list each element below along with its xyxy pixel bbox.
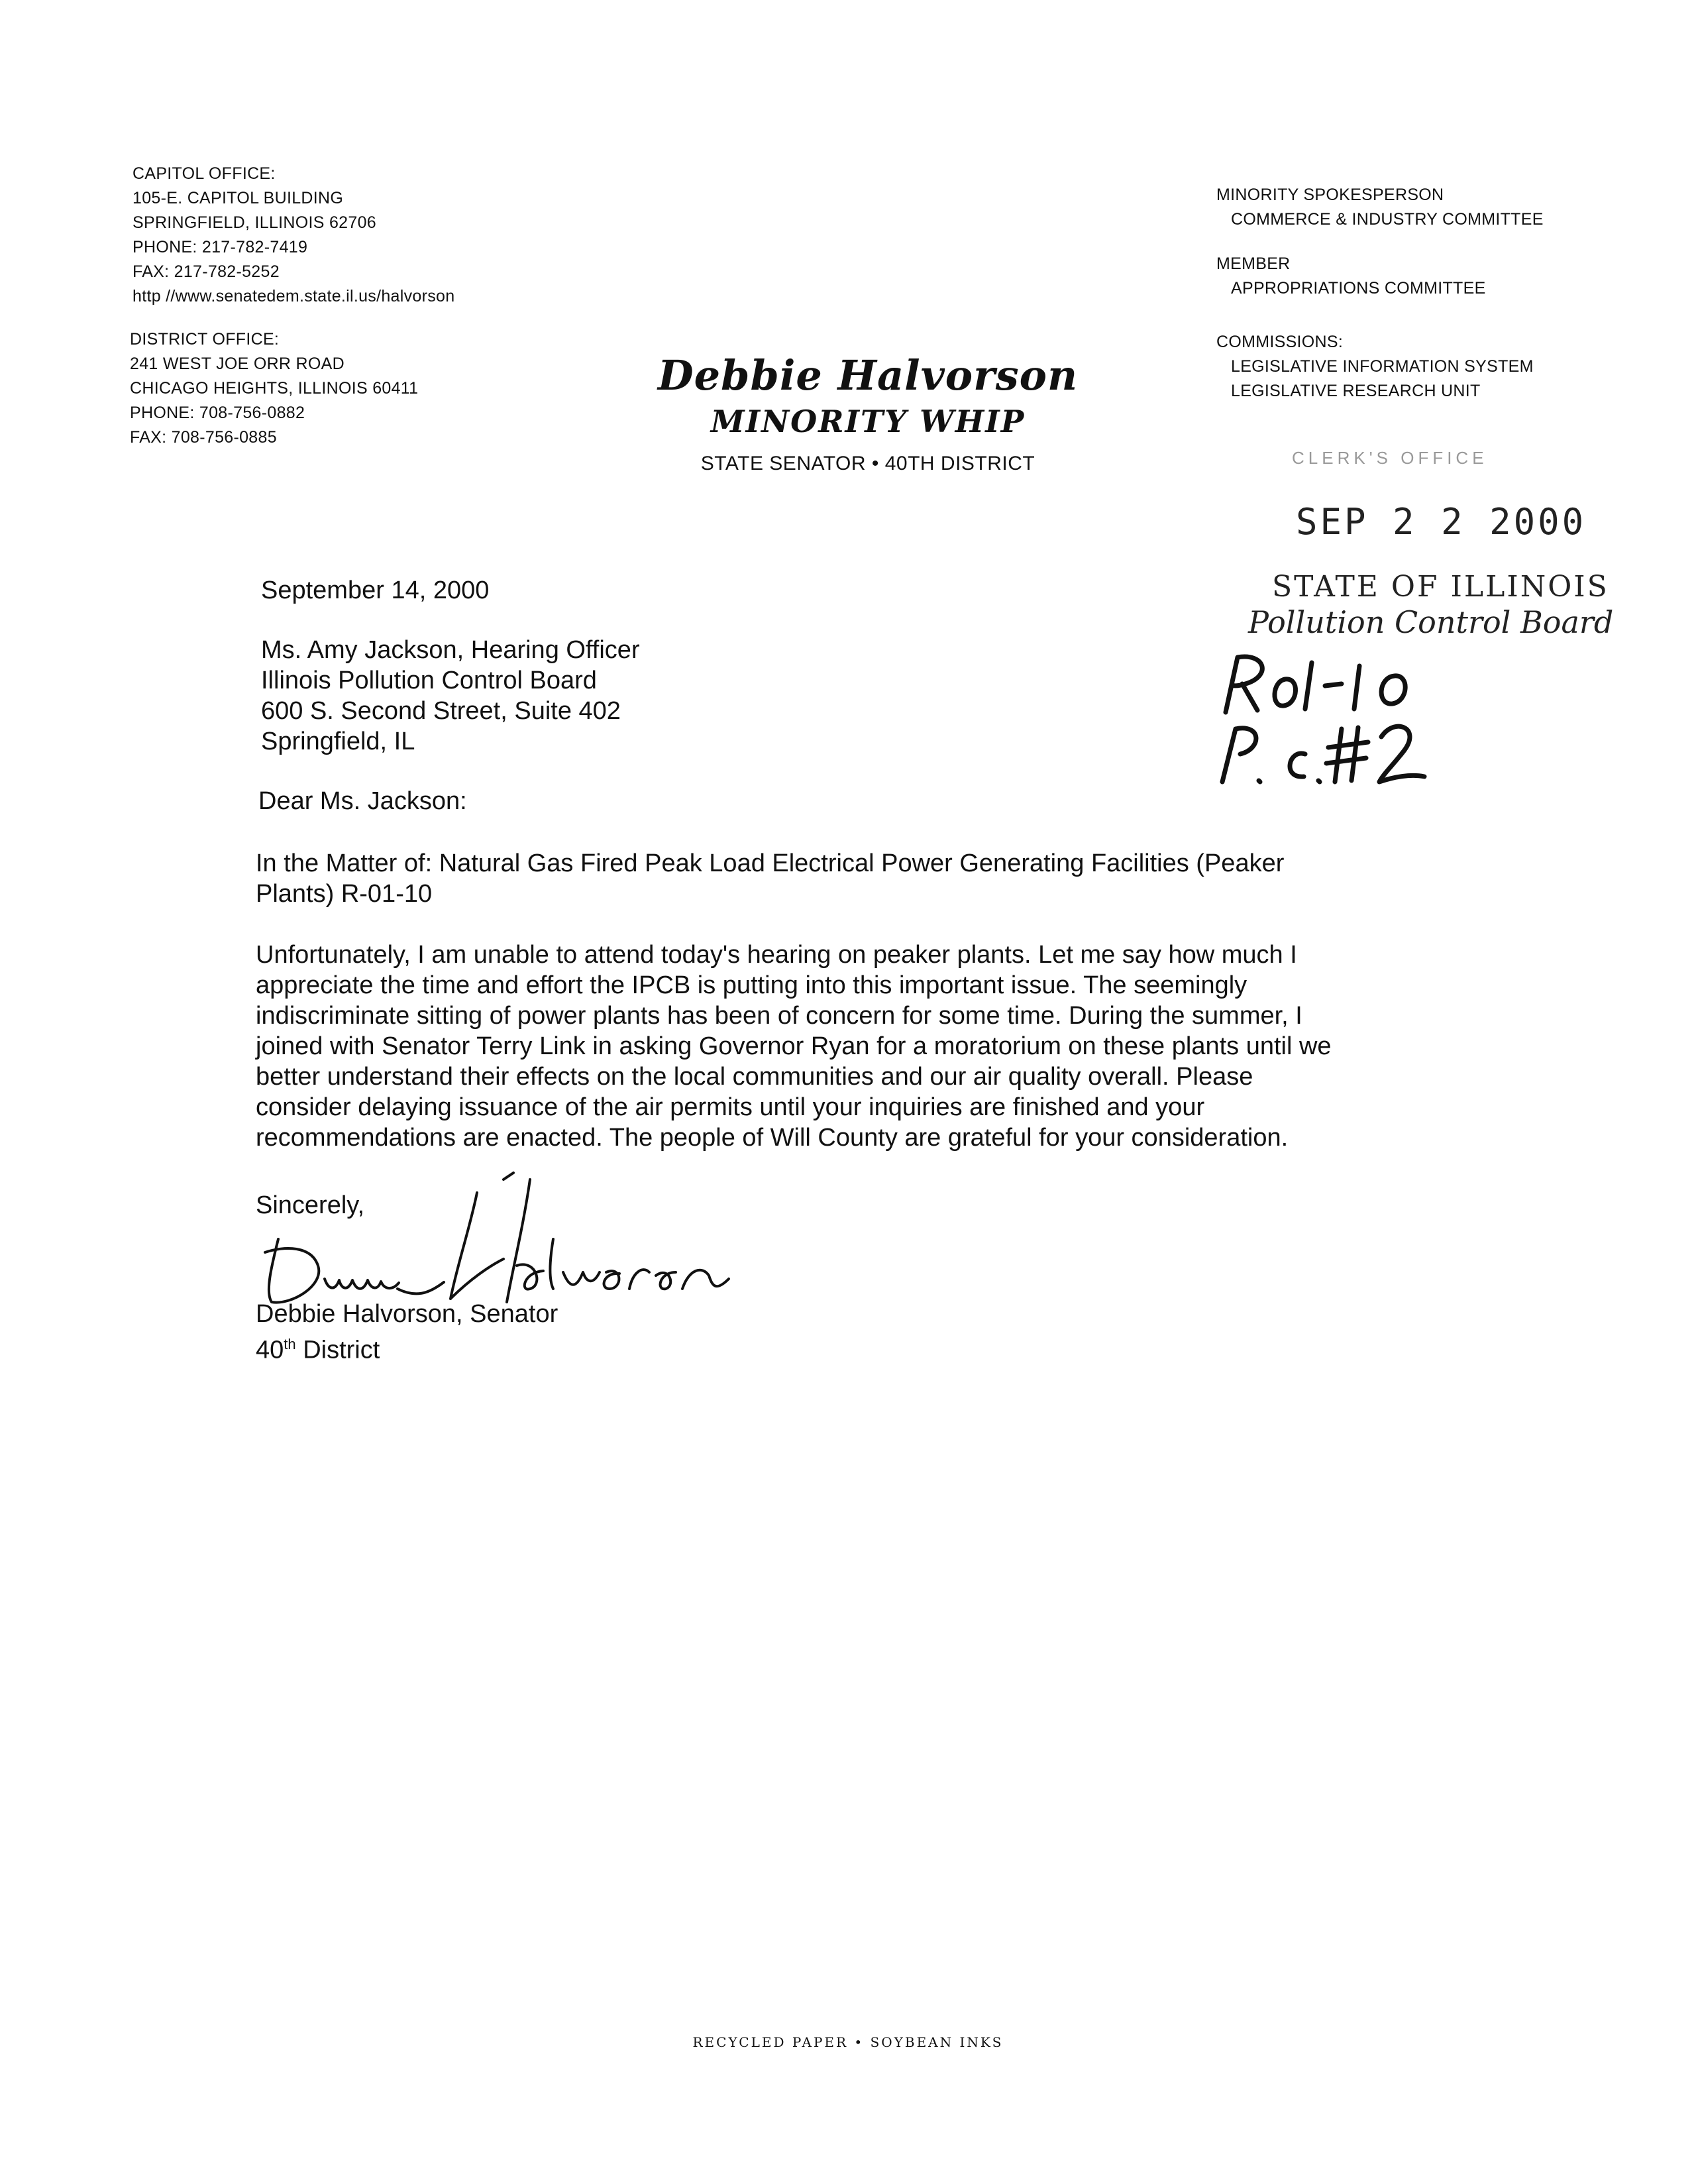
capitol-office-address2: SPRINGFIELD, ILLINOIS 62706 bbox=[132, 213, 376, 232]
spokesperson-heading: MINORITY SPOKESPERSON bbox=[1216, 186, 1444, 204]
senator-name: Debbie Halvorson bbox=[657, 351, 1079, 400]
senator-role: MINORITY WHIP bbox=[710, 404, 1026, 439]
commissions-heading: COMMISSIONS: bbox=[1216, 333, 1344, 351]
letter-date: September 14, 2000 bbox=[261, 576, 490, 604]
stamp-board: Pollution Control Board bbox=[1248, 604, 1614, 640]
body-line: joined with Senator Terry Link in asking Governor Ryan for a moratorium on these plants until we bbox=[256, 1032, 1332, 1060]
commission-1: LEGISLATIVE INFORMATION SYSTEM bbox=[1231, 357, 1534, 376]
signature-image bbox=[252, 1166, 848, 1312]
capitol-office-block bbox=[132, 162, 454, 309]
closing: Sincerely, bbox=[256, 1191, 365, 1219]
signer-district-suffix: th bbox=[284, 1336, 296, 1352]
stamp-state: STATE OF ILLINOIS bbox=[1272, 570, 1609, 604]
body-line: consider delaying issuance of the air permits until your inquiries are finished and your bbox=[256, 1093, 1205, 1121]
letter-body bbox=[256, 940, 1332, 1153]
signer-district-word: District bbox=[295, 1336, 380, 1364]
subject-block bbox=[256, 848, 1284, 909]
member-heading: MEMBER bbox=[1216, 254, 1291, 273]
capitol-office-address1: 105-E. CAPITOL BUILDING bbox=[132, 189, 344, 207]
stamp-date: SEP 2 2 2000 bbox=[1296, 501, 1587, 543]
capitol-office-phone: PHONE: 217-782-7419 bbox=[132, 238, 308, 256]
capitol-office-heading: CAPITOL OFFICE: bbox=[132, 164, 276, 183]
senator-website-link[interactable]: http //www.senatedem.state.il.us/halvorson bbox=[132, 287, 455, 305]
body-line: appreciate the time and effort the IPCB is putting into this important issue. The seemingly bbox=[256, 971, 1247, 999]
body-line: indiscriminate sitting of power plants has been of concern for some time. During the summer, I bbox=[256, 1002, 1302, 1030]
recipient-line1: Ms. Amy Jackson, Hearing Officer bbox=[261, 636, 640, 664]
committees-block bbox=[1216, 183, 1544, 404]
signer-block bbox=[256, 1299, 558, 1366]
recipient-line3: 600 S. Second Street, Suite 402 bbox=[261, 697, 621, 725]
district-office-address2: CHICAGO HEIGHTS, ILLINOIS 60411 bbox=[130, 379, 419, 398]
signer-district-number: 40 bbox=[256, 1336, 284, 1364]
stamp-office-text: CLERK'S OFFICE bbox=[1292, 448, 1488, 468]
body-line: recommendations are enacted. The people of Will County are grateful for your consideration. bbox=[256, 1124, 1289, 1152]
commission-2: LEGISLATIVE RESEARCH UNIT bbox=[1231, 382, 1481, 400]
recipient-line4: Springfield, IL bbox=[261, 728, 415, 755]
recipient-block bbox=[261, 635, 640, 757]
senator-header bbox=[636, 351, 1100, 475]
signer-name: Debbie Halvorson, Senator bbox=[256, 1300, 558, 1328]
signer-district bbox=[256, 1329, 558, 1366]
district-office-address1: 241 WEST JOE ORR ROAD bbox=[130, 355, 344, 373]
handwritten-docket-marks bbox=[1206, 649, 1484, 795]
footer-recycled-note: RECYCLED PAPER • SOYBEAN INKS bbox=[692, 2034, 1004, 2050]
capitol-office-fax: FAX: 217-782-5252 bbox=[132, 262, 280, 281]
district-office-phone: PHONE: 708-756-0882 bbox=[130, 404, 305, 422]
body-line: better understand their effects on the local communities and our air quality overall. Please bbox=[256, 1063, 1253, 1091]
recipient-line2: Illinois Pollution Control Board bbox=[261, 667, 597, 694]
subject-line2: Plants) R-01-10 bbox=[256, 880, 433, 908]
district-office-block bbox=[130, 327, 418, 450]
district-office-fax: FAX: 708-756-0885 bbox=[130, 428, 277, 447]
handwritten-r bbox=[1226, 657, 1262, 712]
subject-line1: In the Matter of: Natural Gas Fired Peak Load Electrical Power Generating Facilities (Peaker bbox=[256, 849, 1285, 877]
salutation: Dear Ms. Jackson: bbox=[258, 787, 467, 815]
senator-district-line: STATE SENATOR • 40TH DISTRICT bbox=[700, 453, 1035, 474]
member-committee: APPROPRIATIONS COMMITTEE bbox=[1231, 279, 1486, 298]
spokesperson-committee: COMMERCE & INDUSTRY COMMITTEE bbox=[1231, 210, 1544, 229]
body-line: Unfortunately, I am unable to attend today's hearing on peaker plants. Let me say how much I bbox=[256, 941, 1297, 969]
district-office-heading: DISTRICT OFFICE: bbox=[130, 330, 280, 349]
